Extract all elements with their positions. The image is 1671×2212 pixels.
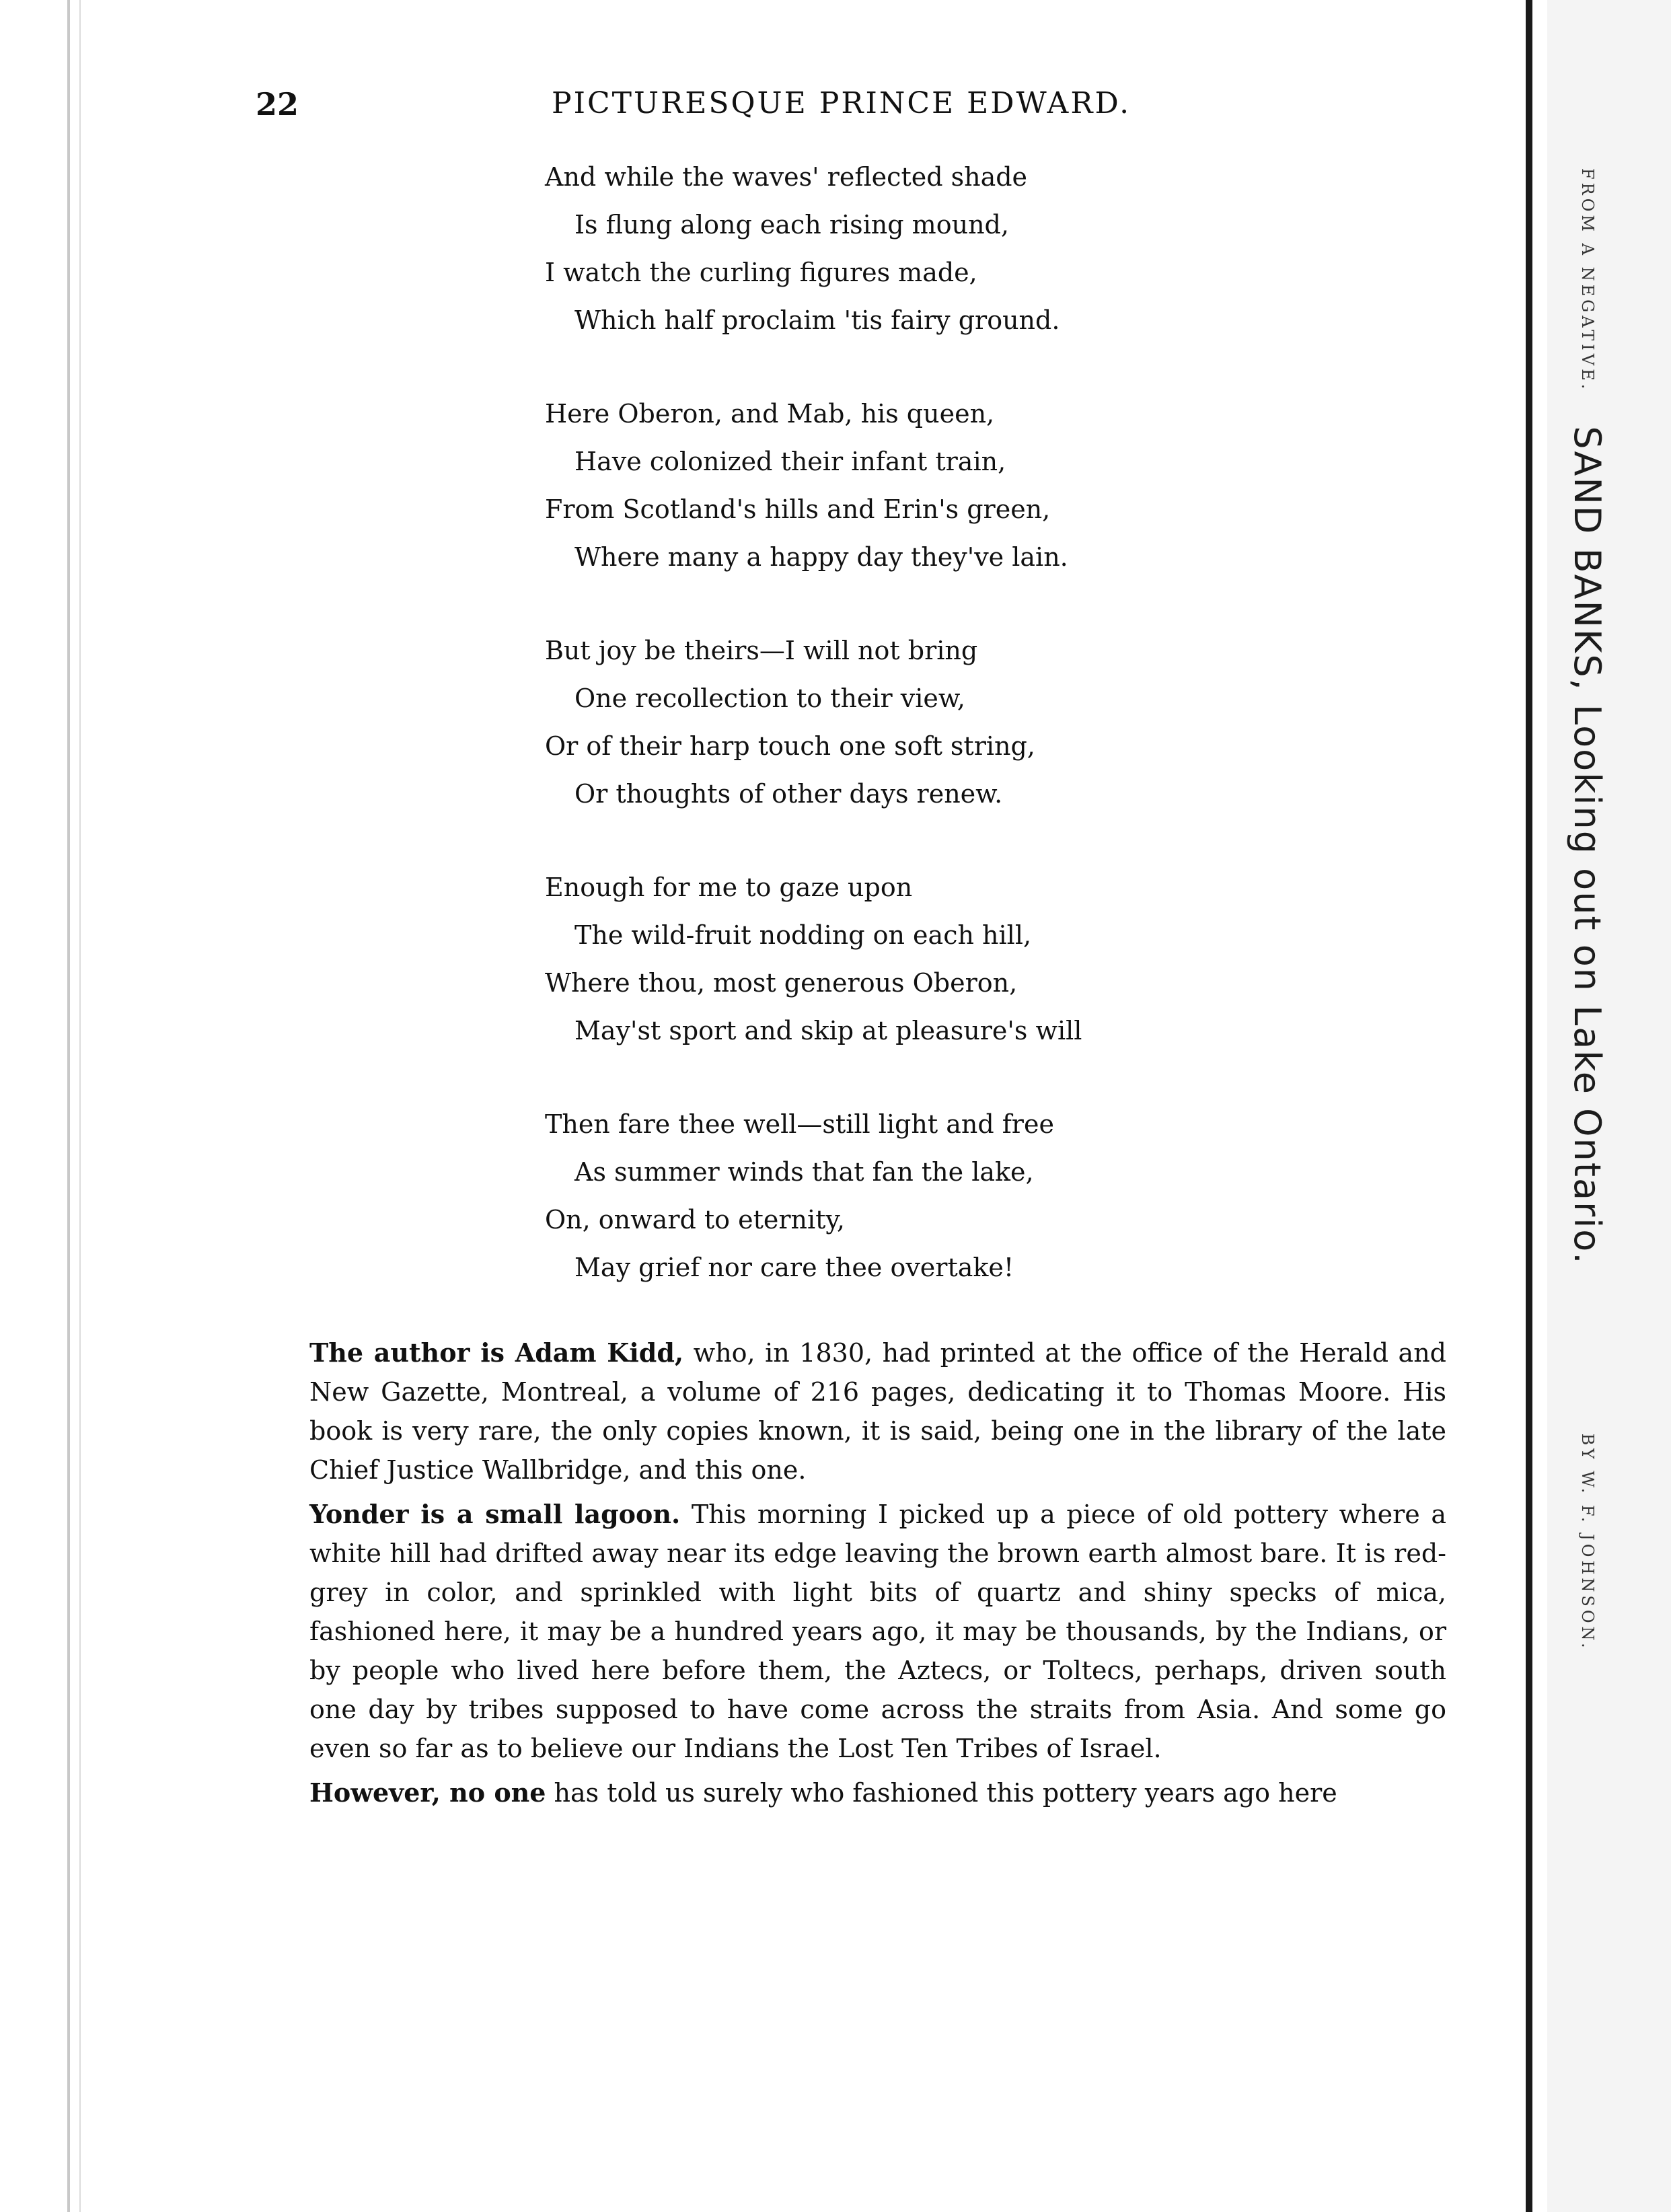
page-header <box>256 86 1413 140</box>
paragraph-text: has told us surely who fashioned this pottery years ago here <box>546 1778 1337 1808</box>
plate-caption-rotated <box>1540 168 1635 2119</box>
page-number: 22 <box>256 86 299 122</box>
poem-line: Then fare thee well—still light and free <box>545 1109 1054 1139</box>
poem-line: Here Oberon, and Mab, his queen, <box>545 399 995 429</box>
page-edge-left <box>67 0 70 2212</box>
paragraph <box>309 1773 1446 1812</box>
poem-stanza <box>545 390 1392 581</box>
paragraph-lead: However, no one <box>309 1777 546 1808</box>
poem <box>545 153 1392 1337</box>
poem-line: As summer winds that fan the lake, <box>574 1157 1034 1187</box>
poem-line: The wild-fruit nodding on each hill, <box>574 920 1032 950</box>
plate-credit: BY W. F. JOHNSON. <box>1578 1433 1597 1652</box>
poem-line: Have colonized their infant train, <box>574 447 1006 476</box>
poem-line: I watch the curling figures made, <box>545 258 977 287</box>
poem-line: Or thoughts of other days renew. <box>574 779 1003 809</box>
running-title: PICTURESQUE PRINCE EDWARD. <box>552 86 1131 120</box>
poem-line: Where many a happy day they've lain. <box>574 542 1068 572</box>
plate-caption <box>1540 168 1635 2186</box>
poem-line: One recollection to their view, <box>574 684 966 713</box>
paragraph <box>309 1333 1446 1489</box>
poem-line: Or of their harp touch one soft string, <box>545 731 1035 761</box>
page-edge-right <box>1526 0 1532 2212</box>
paragraph-text: who, in 1830, had printed at the office of the Herald and New Gazette, Montreal, a volume of 216 pages, dedicating it to Thomas Moore. His book is very rare, the only copies known, it is said, being one in the library of the late Chief Justice Wallbridge, and this one. <box>309 1338 1446 1485</box>
poem-line: May grief nor care thee overtake! <box>574 1253 1014 1282</box>
paragraph-text: This morning I picked up a piece of old pottery where a white hill had drifted away near its edge leaving the brown earth almost bare. It is red-grey in color, and sprinkled with light bits of quartz and shiny specks of mica, fashioned here, it may be a hundred years ago, it may be thousands, by the Indians, or by people who lived here before them, the Aztecs, or Toltecs, perhaps, driven south one day by tribes supposed to have come across the straits from Asia. And some go even so far as to believe our Indians the Lost Ten Tribes of Israel. <box>309 1500 1446 1763</box>
poem-line: On, onward to eternity, <box>545 1205 845 1234</box>
paragraph-lead: Yonder is a small lagoon. <box>309 1499 681 1529</box>
plate-source: FROM A NEGATIVE. <box>1578 168 1597 393</box>
poem-line: Enough for me to gaze upon <box>545 873 913 902</box>
page-edge-left-inner <box>79 0 81 2212</box>
prose-body <box>309 1333 1446 1814</box>
poem-stanza <box>545 864 1392 1055</box>
poem-line: But joy be theirs—I will not bring <box>545 636 978 665</box>
poem-line: Which half proclaim 'tis fairy ground. <box>574 305 1060 335</box>
poem-stanza <box>545 627 1392 818</box>
poem-line: Where thou, most generous Oberon, <box>545 968 1018 998</box>
poem-line: And while the waves' reflected shade <box>545 162 1028 192</box>
paragraph <box>309 1495 1446 1768</box>
poem-stanza <box>545 153 1392 344</box>
paragraph-lead: The author is Adam Kidd, <box>309 1337 684 1368</box>
poem-line: Is flung along each rising mound, <box>574 210 1009 239</box>
poem-stanza <box>545 1101 1392 1292</box>
poem-line: May'st sport and skip at pleasure's will <box>574 1016 1082 1045</box>
plate-title: SAND BANKS, Looking out on Lake Ontario. <box>1566 426 1609 1265</box>
poem-line: From Scotland's hills and Erin's green, <box>545 494 1051 524</box>
